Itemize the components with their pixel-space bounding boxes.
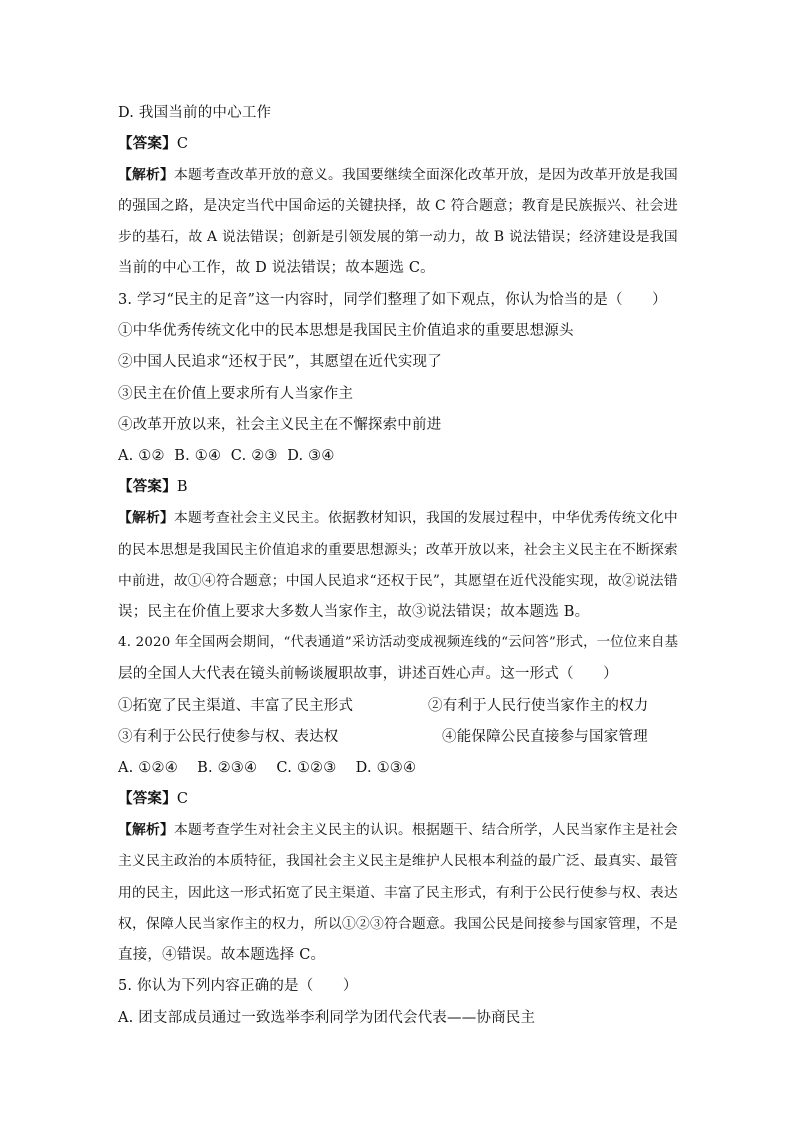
explanation-tag: 【解析】 [118,510,174,526]
q3-statement-3: ③民主在价值上要求所有人当家作主 [118,386,354,402]
q4-statement-3: ③有利于公民行使参与权、表达权 [118,729,339,745]
q4-statement-1: ①拓宽了民主渠道、丰富了民主形式 [118,698,354,714]
q4-answer [118,789,678,809]
q3-answer [118,477,678,497]
explanation-tag: 【解析】 [118,822,174,838]
q4-stem-line-1: 4. 2020 年全国两会期间，“代表通道”采访活动变成视频连线的“云问答”形式，一位位来自基 [118,635,679,650]
q3-options: A. ①② B. ①④ C. ②③ D. ③④ [118,448,335,464]
explanation-text: 本题考查学生对社会主义民主的认识。根据题干、结合所学，人民当家作主是社会 [174,822,678,838]
q5-stem: 5. 你认为下列内容正确的是（ ） [118,978,358,994]
q3-statement-2: ②中国人民追求“还权于民”，其愿望在近代实现了 [118,354,442,370]
q3-explanation-line-1 [118,508,678,528]
q3-explanation-line-2: 的民本思想是我国民主价值追求的重要思想源头；改革开放以来，社会主义民主在不断探索 [118,542,678,558]
q2-explanation-line-4: 当前的中心工作，故 D 说法错误；故本题选 C。 [118,260,435,276]
q4-explanation-line-4: 权，保障人民当家作主的权力，所以①②③符合题意。我国公民是间接参与国家管理，不是 [118,916,678,932]
q2-explanation-line-3: 步的基石，故 A 说法错误；创新是引领发展的第一动力，故 B 说法错误；经济建设是我国 [118,229,678,245]
q3-statement-4: ④改革开放以来，社会主义民主在不懈探索中前进 [118,417,442,433]
q4-options: A. ①②④ B. ②③④ C. ①②③ D. ①③④ [118,760,417,776]
q4-explanation-line-2: 主义民主政治的本质特征，我国社会主义民主是维护人民根本利益的最广泛、最真实、最管 [118,853,678,869]
answer-value: B [176,479,188,495]
q4-explanation-line-1 [118,820,678,840]
answer-tag: 【答案】 [118,790,177,807]
q4-stem-line-2: 层的全国人大代表在镜头前畅谈履职故事，讲述百姓心声。这一形式（ ） [118,666,618,682]
q3-explanation-line-3: 中前进，故①④符合题意；中国人民追求“还权于民”，其愿望在近代没能实现，故②说法错 [118,573,678,589]
q4-explanation-line-3: 用的民主，因此这一形式拓宽了民主渠道、丰富了民主形式，有利于公民行使参与权、表达 [118,885,678,901]
answer-tag: 【答案】 [118,478,177,495]
explanation-text: 本题考查改革开放的意义。我国要继续全面深化改革开放，是因为改革开放是我国 [174,167,678,183]
q2-answer [118,134,678,154]
q2-explanation-line-1 [118,165,678,185]
answer-value: C [176,791,189,807]
q3-stem: 3. 学习“民主的足音”这一内容时，同学们整理了如下观点，你认为恰当的是（ ） [118,292,667,308]
q5-option-a: A. 团支部成员通过一致选举李利同学为团代会代表——协商民主 [118,1010,536,1026]
explanation-text: 本题考查社会主义民主。依据教材知识，我国的发展过程中，中华优秀传统文化中 [174,510,678,526]
q4-explanation-line-5: 直接，④错误。故本题选择 C。 [118,947,326,963]
q2-option-d: D. 我国当前的中心工作 [118,105,272,121]
q3-statement-1: ①中华优秀传统文化中的民本思想是我国民主价值追求的重要思想源头 [118,323,574,339]
q3-explanation-line-4: 误；民主在价值上要求大多数人当家作主，故③说法错误；故本题选 B。 [118,604,590,620]
answer-value: C [176,136,189,152]
q2-explanation-line-2: 的强国之路，是决定当代中国命运的关键抉择，故 C 符合题意；教育是民族振兴、社会进 [118,198,678,214]
q4-statement-4: ④能保障公民直接参与国家管理 [442,729,648,745]
q4-statement-2: ②有利于人民行使当家作主的权力 [428,698,649,714]
explanation-tag: 【解析】 [118,167,174,183]
answer-tag: 【答案】 [118,135,177,152]
